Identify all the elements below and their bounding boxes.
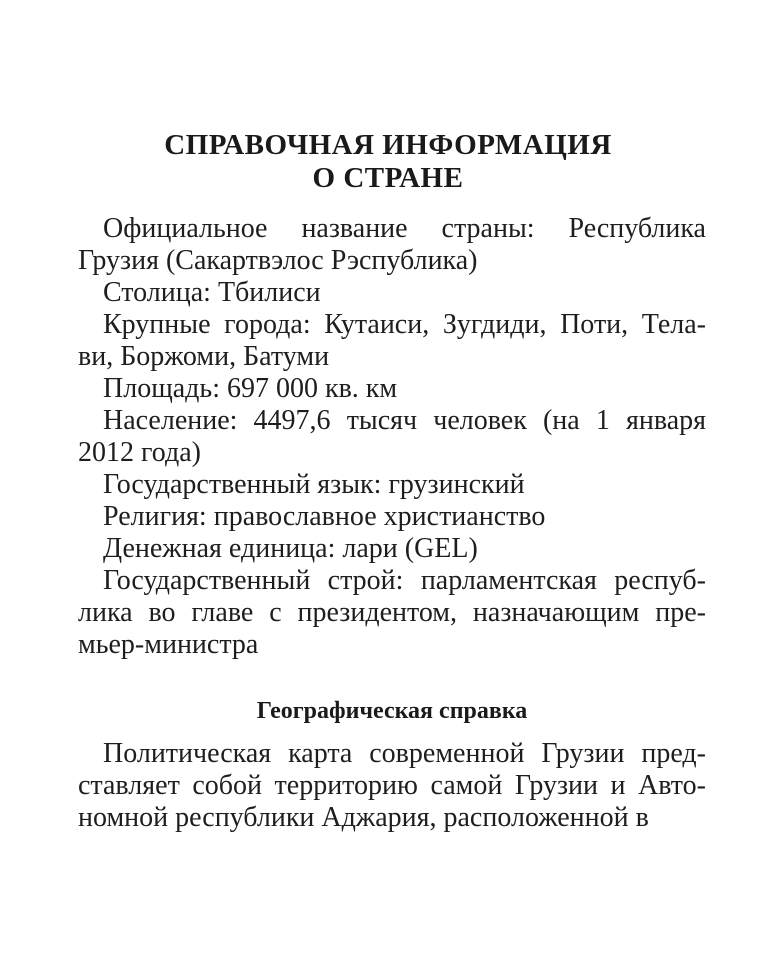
fact-line: Денежная единица: лари (GEL) [103,533,478,564]
fact-line: мьер-министра [78,629,259,660]
fact-line: Религия: православное христианство [103,501,546,532]
fact-line: 2012 года) [78,437,201,468]
body-line: Политическая карта современной Грузии пред- [103,738,706,769]
fact-line: Население: 4497,6 тысяч человек (на 1 января [103,405,706,436]
body-line: номной республики Аджария, расположенной в [78,802,649,833]
page-title-line-1: СПРАВОЧНАЯ ИНФОРМАЦИЯ [164,129,612,161]
fact-line: Государственный язык: грузинский [103,469,525,500]
fact-line: лика во главе с президентом, назначающим пре- [78,597,706,628]
fact-line: Грузия (Сакартвэлос Рэспублика) [78,245,478,276]
page-title [0,129,776,195]
geography-section-heading: Географическая справка [256,698,528,724]
country-facts [78,213,706,661]
geography-section [78,695,706,834]
fact-line: ви, Боржоми, Батуми [78,341,330,372]
fact-line: Площадь: 697 000 кв. км [103,373,398,404]
fact-line: Крупные города: Кутаиси, Зугдиди, Поти, Тела- [103,309,706,340]
fact-line: Официальное название страны: Республика [103,213,706,244]
fact-line: Государственный строй: парламентская респуб- [103,565,706,596]
body-line: ставляет собой территорию самой Грузии и Авто- [78,770,706,801]
page-title-line-2: О СТРАНЕ [312,162,464,194]
fact-line: Столица: Тбилиси [103,277,321,308]
